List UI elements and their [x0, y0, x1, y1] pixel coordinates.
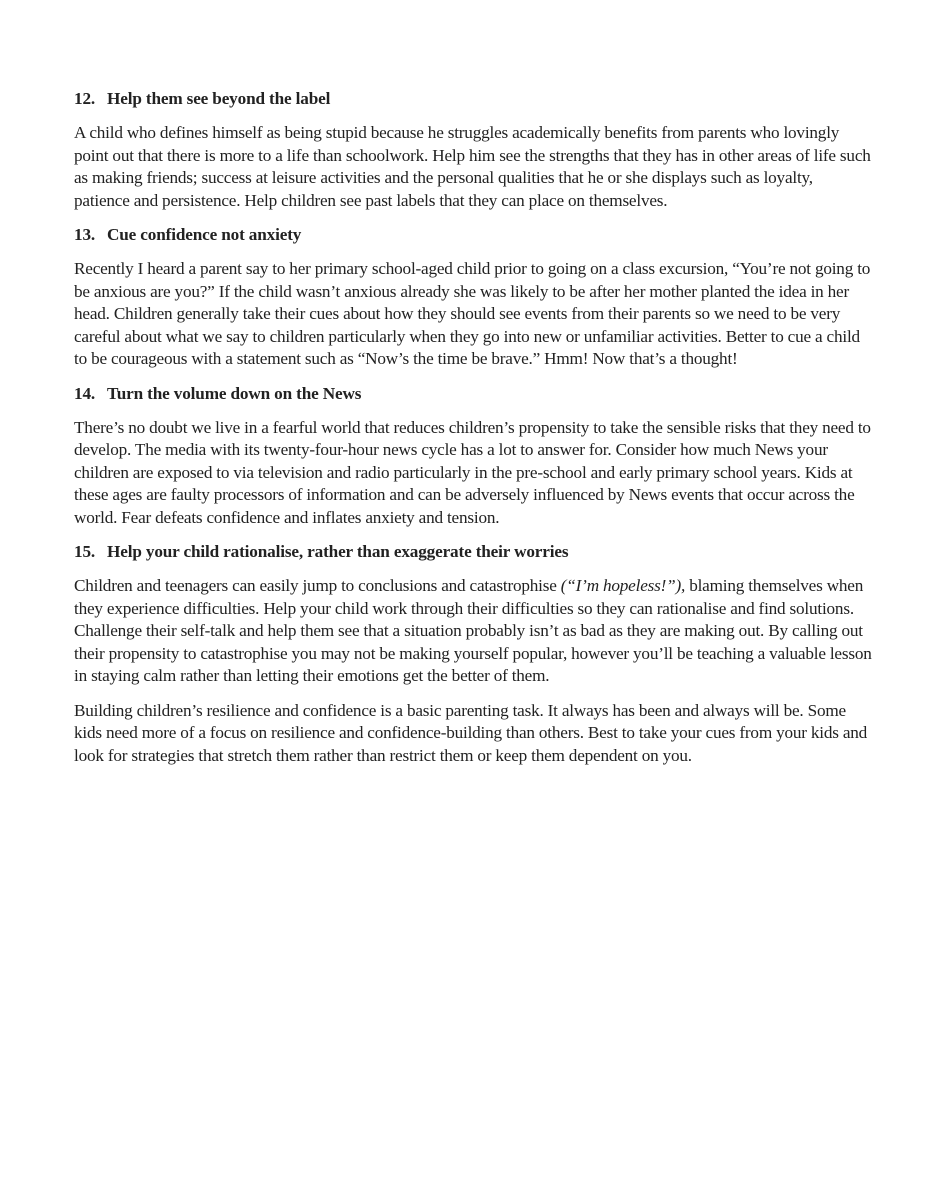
section-13 — [74, 224, 872, 371]
section-14 — [74, 383, 872, 530]
section-number: 13. — [74, 225, 96, 244]
section-15 — [74, 541, 872, 688]
section-12 — [74, 88, 872, 212]
section-body: A child who defines himself as being stupid because he struggles academically benefits from parents who lovingly point out that there is more to a life than schoolwork. Help him see the strengths that they has in other areas of life such as making friends; success at leisure activities and the personal qualities that he or she displays such as loyalty, patience and persistence. Help children see past labels that they can place on themselves. — [74, 123, 871, 210]
section-title: Help them see beyond the label — [107, 89, 331, 108]
section-body: Recently I heard a parent say to her primary school-aged child prior to going on a class excursion, “You’re not going to be anxious are you?” If the child wasn’t anxious already she was likely to be after her mother planted the idea in her head. Children generally take their cues about how they should see events from their parents so we need to be very careful about what we say to children particularly when they go into new or unfamiliar activities. Better to cue a child to be courageous with a statement such as “Now’s the time be brave.” Hmm! Now that’s a thought! — [74, 259, 871, 368]
section-body: There’s no doubt we live in a fearful world that reduces children’s propensity to take the sensible risks that they need to develop. The media with its twenty-four-hour news cycle has a lot to answer for. Consider how much News your children are exposed to via television and radio particularly in the pre-school and early primary school years. Kids at these ages are faulty processors of information and can be adversely influenced by News events that occur across the world. Fear defeats confidence and inflates anxiety and tension. — [74, 417, 871, 527]
section-number: 12. — [74, 89, 96, 108]
section-heading — [74, 383, 872, 405]
section-heading — [74, 541, 872, 563]
section-body — [74, 575, 872, 688]
section-heading — [74, 224, 872, 246]
section-title: Turn the volume down on the News — [107, 383, 362, 403]
section-number: 15. — [74, 542, 96, 561]
section-title: Cue confidence not anxiety — [107, 225, 302, 244]
closing-paragraph: Building children’s resilience and confidence is a basic parenting task. It always has been and always will be. Some kids need more of a focus on resilience and confidence-building than others. Best to take your cues from your kids and look for strategies that stretch them rather than restrict them or keep them dependent on you. — [74, 700, 868, 765]
body-text-after: blaming themselves when they experience difficulties. Help your child work through their difficulties so they can rationalise and find solutions. Challenge their self-talk and help them see that a situation probably isn’t as bad as they are making out. By calling out their propensity to catastrophise you may not be making yourself popular, however you’ll be teaching a valuable lesson in staying calm rather than letting their emotions get the better of them. — [74, 576, 872, 685]
section-title: Help your child rationalise, rather than exaggerate their worries — [107, 542, 569, 561]
section-heading — [74, 88, 872, 110]
body-quote-italic: (“I’m hopeless!”), — [560, 576, 686, 595]
body-text-before: Children and teenagers can easily jump to conclusions and catastrophise — [74, 576, 561, 595]
section-number: 14. — [74, 383, 96, 403]
